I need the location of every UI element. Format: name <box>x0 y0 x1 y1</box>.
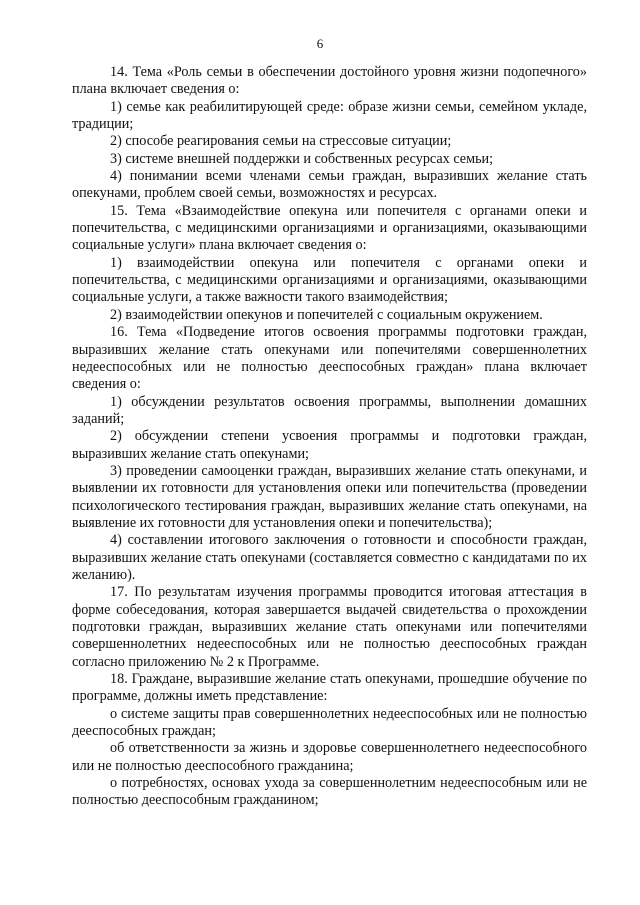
paragraph-18-item-3: о потребностях, основах ухода за совершеннолетним недееспособным или не полностью дееспособным гражданином; <box>72 775 587 809</box>
document-body <box>72 64 587 810</box>
page-number: 6 <box>316 36 324 51</box>
paragraph-18-item-1: о системе защиты прав совершеннолетних недееспособных или не полностью дееспособных граждан; <box>72 705 587 740</box>
paragraph-16-item-1: 1) обсуждении результатов освоения программы, выполнении домашних заданий; <box>72 393 587 427</box>
paragraph-16-heading: 16. Тема «Подведение итогов освоения программы подготовки граждан, выразивших желание стать опекунами или попечителями совершеннолетних недееспособных или не полностью дееспособных граждан» плана включает сведения о: <box>72 324 587 393</box>
paragraph-17: 17. По результатам изучения программы проводится итоговая аттестация в форме собеседования, которая завершается выдачей свидетельства о прохождении подготовки граждан, выразивших желание стать опекунами или попечителями совершеннолетних недееспособных или не полностью дееспособных граждан согласно приложению № 2 к Программе. <box>72 584 587 670</box>
paragraph-18-item-2: об ответственности за жизнь и здоровье совершеннолетнего недееспособного или не полностью дееспособного гражданина; <box>72 740 587 774</box>
paragraph-14-heading: 14. Тема «Роль семьи в обеспечении достойного уровня жизни подопечного» плана включает сведения о: <box>72 64 587 98</box>
paragraph-16-item-4: 4) составлении итогового заключения о готовности и способности граждан, выразивших желание стать опекунами (составляется совместно с кандидатами по их желанию). <box>72 532 587 583</box>
paragraph-15-item-1: 1) взаимодействии опекуна или попечителя с органами опеки и попечительства, с медицинскими организациями и организациями, оказывающими социальные услуги, а также важности такого взаимодействия; <box>72 254 587 306</box>
paragraph-16-item-2: 2) обсуждении степени усвоения программы и подготовки граждан, выразивших желание стать опекунами; <box>72 428 587 462</box>
paragraph-14-item-4: 4) понимании всеми членами семьи граждан, выразивших желание стать опекунами, проблем своей семьи, возможностях и ресурсах. <box>72 168 587 202</box>
paragraph-14-item-2: 2) способе реагирования семьи на стрессовые ситуации; <box>110 133 452 150</box>
paragraph-14-item-1: 1) семье как реабилитирующей среде: образе жизни семьи, семейном укладе, традиции; <box>72 98 587 133</box>
paragraph-18-heading: 18. Граждане, выразившие желание стать опекунами, прошедшие обучение по программе, должны иметь представление: <box>72 671 587 705</box>
paragraph-15-item-2: 2) взаимодействии опекунов и попечителей с социальным окружением. <box>110 306 543 323</box>
paragraph-15-heading: 15. Тема «Взаимодействие опекуна или попечителя с органами опеки и попечительства, с медицинскими организациями и организациями, оказывающими социальные услуги» плана включает сведения о: <box>72 202 587 254</box>
paragraph-14-item-3: 3) системе внешней поддержки и собственных ресурсах семьи; <box>110 150 494 167</box>
paragraph-16-item-3: 3) проведении самооценки граждан, выразивших желание стать опекунами, и выявлении их готовности для установления опеки или попечительства (проведении психологического тестирования граждан, выразивших желание стать опекунами, на выявление их готовности для установления опеки и попечительства); <box>72 462 587 531</box>
